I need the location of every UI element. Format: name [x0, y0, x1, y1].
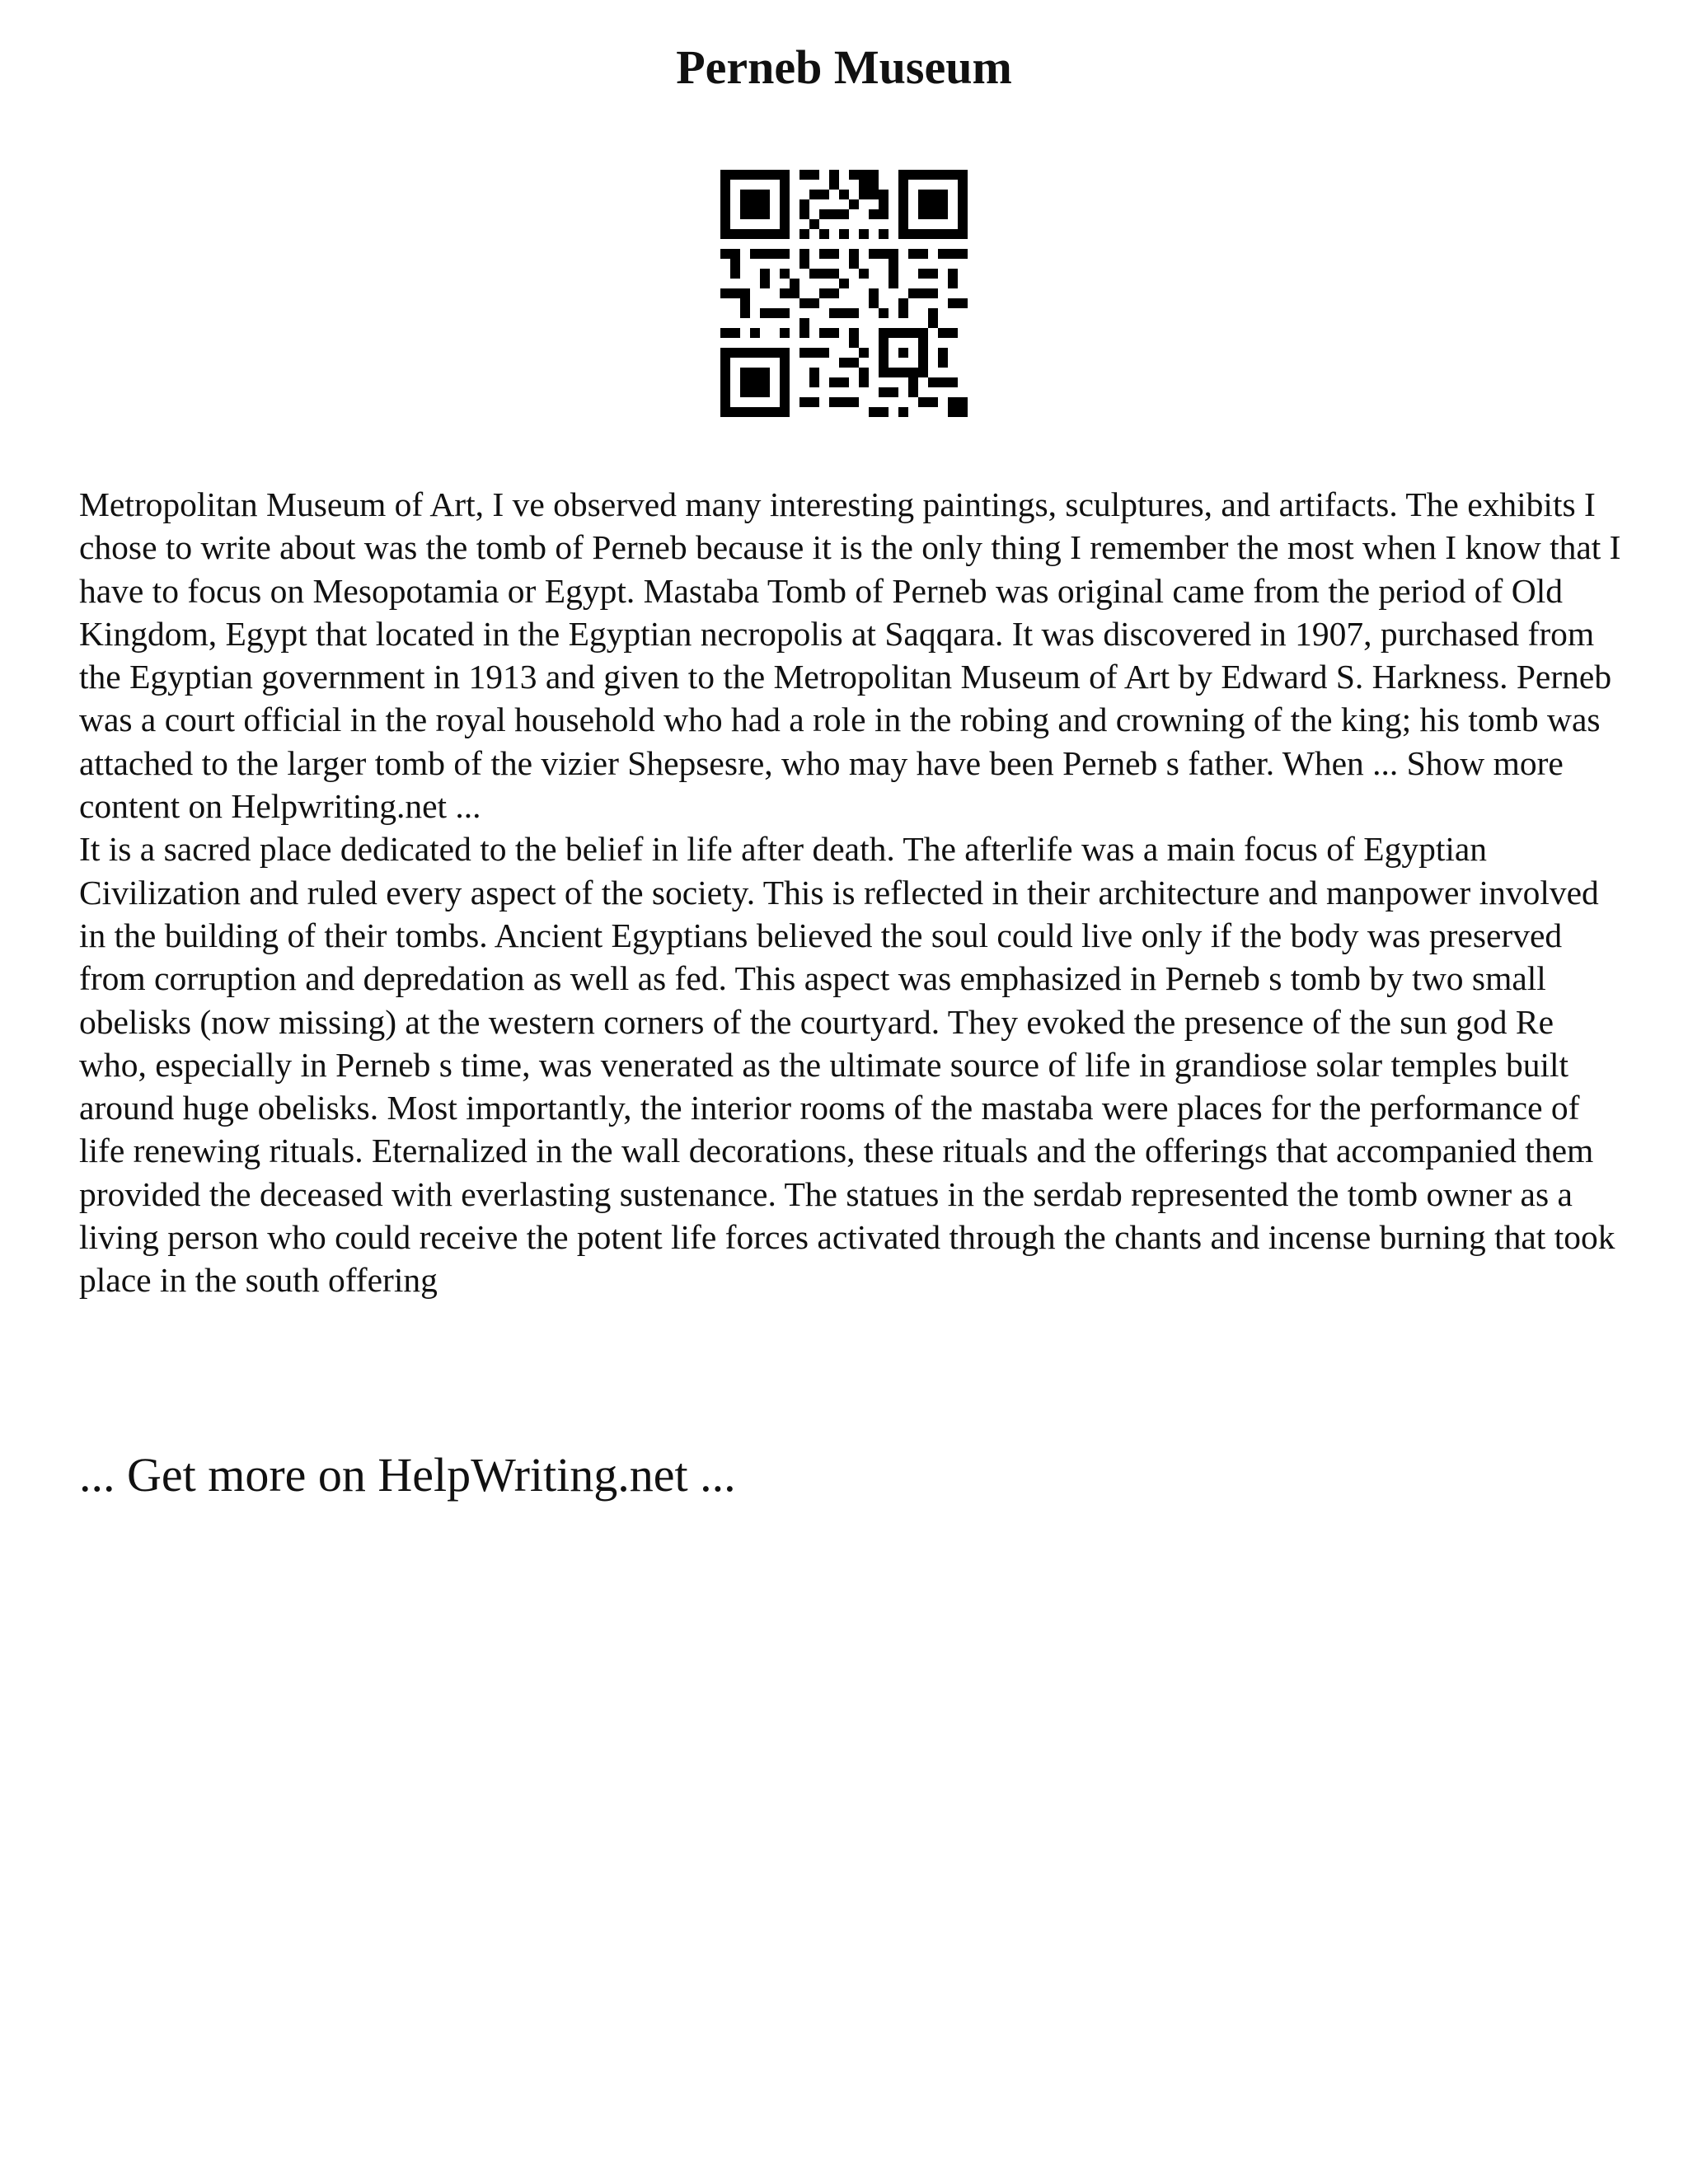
qr-code-icon[interactable]: [720, 170, 968, 417]
get-more-link[interactable]: ... Get more on HelpWriting.net ...: [79, 1448, 736, 1502]
paragraph: Metropolitan Museum of Art, I ve observed many interesting paintings, sculptures, and artifacts. The exhibits I chose to write about was the tomb of Perneb because it is the only thing I remember the most when I know that I have to focus on Mesopotamia or Egypt. Mastaba Tomb of Perneb was original came from the period of Old Kingdom, Egypt that located in the Egyptian necropolis at Saqqara. It was discovered in 1907, purchased from the Egyptian government in 1913 and given to the Metropolitan Museum of Art by Edward S. Harkness. Perneb was a court official in the royal household who had a role in the robing and crowning of the king; his tomb was attached to the larger tomb of the vizier Shepsesre, who may have been Perneb s father. When ... Show more content on Helpwriting.net ...: [79, 485, 1621, 826]
article-body: [79, 483, 1629, 1302]
paragraph: It is a sacred place dedicated to the belief in life after death. The afterlife was a main focus of Egyptian Civilization and ruled every aspect of the society. This is reflected in their architecture and manpower involved in the building of their tombs. Ancient Egyptians believed the soul could live only if the body was preserved from corruption and depredation as well as fed. This aspect was emphasized in Perneb s tomb by two small obelisks (now missing) at the western corners of the courtyard. They evoked the presence of the sun god Re who, especially in Perneb s time, was venerated as the ultimate source of life in grandiose solar temples built around huge obelisks. Most importantly, the interior rooms of the mastaba were places for the performance of life renewing rituals. Eternalized in the wall decorations, these rituals and the offerings that accompanied them provided the deceased with everlasting sustenance. The statues in the serdab represented the tomb owner as a living person who could receive the potent life forces activated through the chants and incense burning that took place in the south offering: [79, 830, 1615, 1300]
qr-code-graphic: [720, 170, 968, 417]
page-title: Perneb Museum: [676, 40, 1012, 94]
